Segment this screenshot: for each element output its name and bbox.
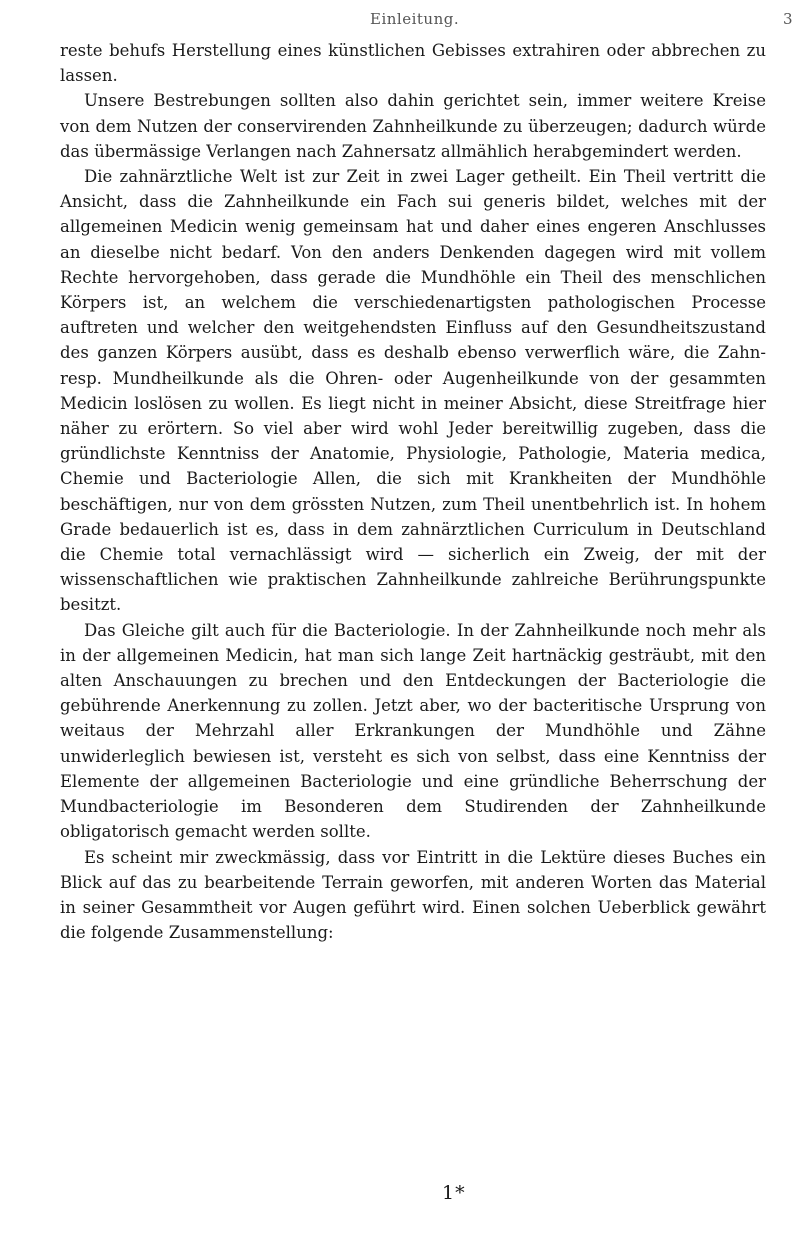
running-title: Einleitung. — [370, 10, 460, 28]
paragraph: Die zahnärztliche Welt ist zur Zeit in zwei Lager getheilt. Ein Theil vertritt die Ansicht, dass die Zahnheilkunde ein Fach sui generis bildet, welches mit der allgemeinen Medicin wenig gemeinsam hat und daher eines engeren Anschlusses an dieselbe nicht bedarf. Von den anders Denkenden dagegen wird mit vollem Rechte hervorgehoben, dass gerade die Mundhöhle ein Theil des menschlichen Körpers ist, an welchem die verschiedenartigsten pathologischen Processe auftreten und welcher den weitgehendsten Einfluss auf den Gesundheitszustand des ganzen Körpers ausübt, dass es deshalb ebenso verwerflich wäre, die Zahn- resp. Mundheilkunde als die Ohren- oder Augenheilkunde von der gesammten Medicin loslösen zu wollen. Es liegt nicht in meiner Absicht, diese Streitfrage hier näher zu erörtern. So viel aber wird wohl Jeder bereitwillig zugeben, dass die gründlichste Kenntniss der Anatomie, Physiologie, Pathologie, Materia medica, Chemie und Bacteriologie Allen, die sich mit Krankheiten der Mundhöhle beschäftigen, nur von dem grössten Nutzen, zum Theil unentbehrlich ist. In hohem Grade bedauerlich ist es, dass in dem zahnärztlichen Curriculum in Deutschland die Chemie total vernachlässigt wird — sicherlich ein Zweig, der mit der wissenschaftlichen wie praktischen Zahnheilkunde zahlreiche Berührungspunkte besitzt. — [60, 167, 766, 615]
paragraph: Es scheint mir zweckmässig, dass vor Eintritt in die Lektüre dieses Buches ein Blick auf das zu bearbeitende Terrain geworfen, mit anderen Worten das Material in seiner Gesammtheit vor Augen geführt wird. Einen solchen Ueberblick gewährt die folgende Zusammenstellung: — [60, 847, 766, 943]
page-number: 3 — [783, 10, 793, 28]
paragraph: reste behufs Herstellung eines künstlichen Gebisses extrahiren oder abbrechen zu lassen. — [60, 41, 766, 86]
running-head — [0, 10, 800, 40]
signature-mark: 1* — [442, 1182, 466, 1204]
paragraph: Unsere Bestrebungen sollten also dahin gerichtet sein, immer weitere Kreise von dem Nutzen der conservirenden Zahnheilkunde zu überzeugen; dadurch würde das übermässige Verlangen nach Zahnersatz allmählich herabgemindert werden. — [60, 91, 766, 161]
body-text — [60, 38, 766, 945]
paragraph: Das Gleiche gilt auch für die Bacteriologie. In der Zahnheilkunde noch mehr als in der allgemeinen Medicin, hat man sich lange Zeit hartnäckig gesträubt, mit den alten Anschauungen zu brechen und den Entdeckungen der Bacteriologie die gebührende Anerkennung zu zollen. Jetzt aber, wo der bacteritische Ursprung von weitaus der Mehrzahl aller Erkrankungen der Mundhöhle und Zähne unwiderleglich bewiesen ist, versteht es sich von selbst, dass eine Kenntniss der Elemente der allgemeinen Bacteriologie und eine gründliche Beherrschung der Mundbacteriologie im Besonderen dem Studirenden der Zahnheilkunde obligatorisch gemacht werden sollte. — [60, 620, 766, 842]
